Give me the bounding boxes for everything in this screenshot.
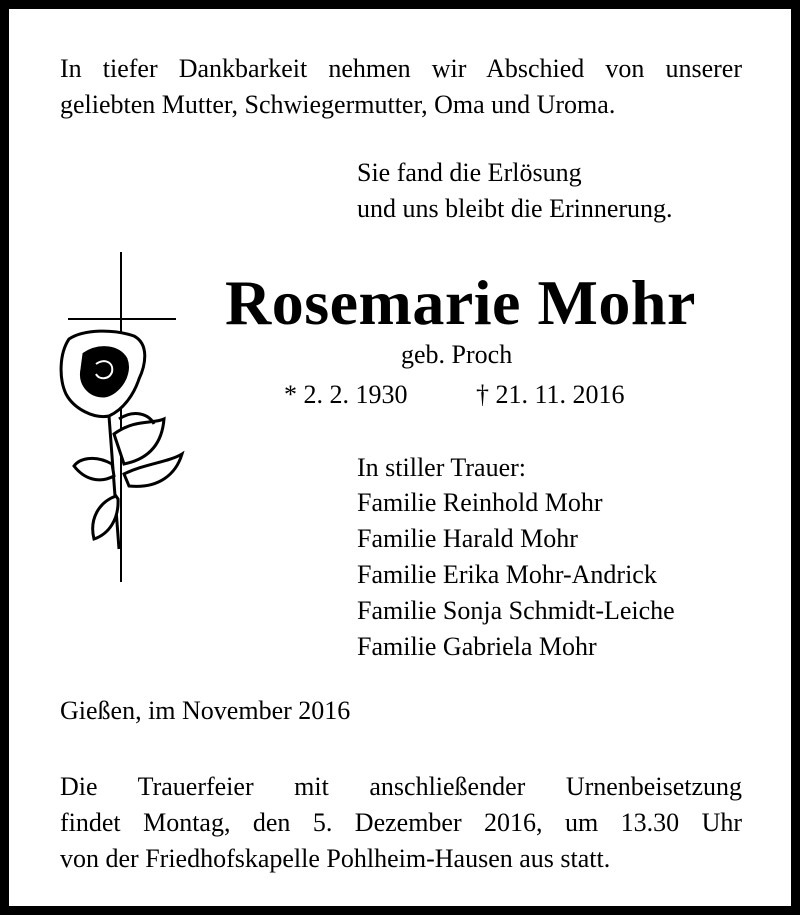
mourner-family: Familie Sonja Schmidt-Leiche bbox=[357, 596, 675, 625]
birth-date: * 2. 2. 1930 bbox=[284, 380, 408, 409]
ceremony-line-2: findet Montag, den 5. Dezember 2016, um 13.30 Uhr bbox=[60, 808, 742, 837]
verse-line-2: und uns bleibt die Erinnerung. bbox=[357, 194, 673, 223]
ceremony-line-3: von der Friedhofskapelle Pohlheim-Hausen aus statt. bbox=[60, 844, 611, 873]
ceremony-line-1: Die Trauerfeier mit anschließender Urnenbeisetzung bbox=[60, 772, 742, 801]
maiden-name: geb. Proch bbox=[401, 340, 513, 369]
verse-line-1: Sie fand die Erlösung bbox=[357, 158, 582, 187]
mourner-family: Familie Harald Mohr bbox=[357, 524, 578, 553]
mourner-family: Familie Reinhold Mohr bbox=[357, 488, 603, 517]
intro-line-2: geliebten Mutter, Schwiegermutter, Oma und Uroma. bbox=[60, 90, 616, 119]
death-date: † 21. 11. 2016 bbox=[476, 380, 625, 409]
intro-line-1: In tiefer Dankbarkeit nehmen wir Abschied von unserer bbox=[60, 54, 742, 83]
mourner-family: Familie Gabriela Mohr bbox=[357, 632, 597, 661]
place-date: Gießen, im November 2016 bbox=[60, 696, 351, 725]
deceased-name: Rosemarie Mohr bbox=[225, 267, 696, 338]
mourner-family: Familie Erika Mohr-Andrick bbox=[357, 560, 657, 589]
mourners-heading: In stiller Trauer: bbox=[357, 453, 526, 482]
